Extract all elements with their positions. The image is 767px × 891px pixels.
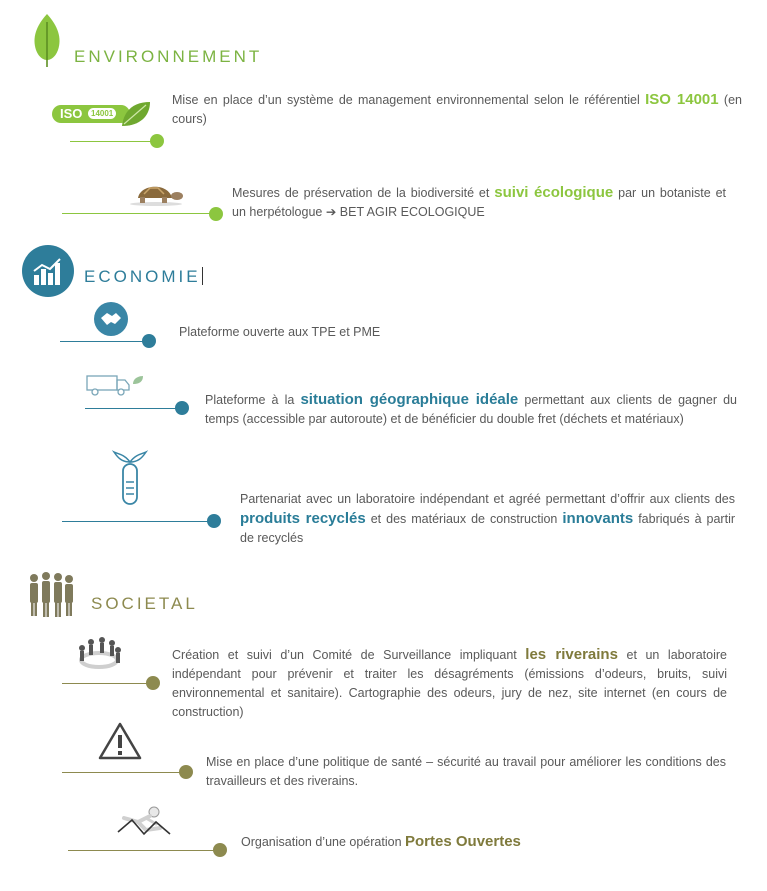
handshake-icon [94, 302, 128, 336]
connector-dot [146, 676, 160, 690]
people-group-icon [26, 570, 76, 618]
item-text: par un botaniste et un herpétologue ➔ BET AGIR ECOLOGIQUE [232, 186, 726, 219]
item-text: Organisation d’une opération [241, 835, 406, 849]
highlight-text: innovants [562, 510, 634, 527]
truck-icon [85, 372, 145, 398]
connector-line [62, 772, 184, 773]
highlight-text: produits recyclés [240, 510, 366, 527]
connector-dot [209, 207, 223, 221]
item-text: Mesures de préservation de la biodiversité et [232, 186, 495, 200]
connector-line [62, 521, 212, 522]
item-situation-geographique [205, 390, 737, 429]
item-iso-14001 [172, 90, 742, 129]
item-text: et un laboratoire indépendant pour prévenir et traiter les désagréments (émissions d’odeurs, bruits, suivi environnemental et sanitaire). Cartographie des odeurs, jury de nez, site internet (en cours de construction) [172, 648, 727, 719]
section-title-environnement: ENVIRONNEMENT [74, 47, 263, 66]
connector-line [62, 213, 217, 214]
item-biodiversite [232, 183, 726, 222]
text-cursor [202, 267, 203, 285]
connector-dot [150, 134, 164, 148]
iso-14001-badge [52, 100, 152, 128]
connector-dot [207, 514, 221, 528]
item-text: fabriqués à partir de recyclés [240, 512, 736, 545]
warning-icon [98, 722, 142, 760]
highlight-text: ISO 14001 [645, 91, 719, 108]
item-text: Création et suivi d’un Comité de Surveillance impliquant [172, 648, 526, 662]
section-title-societal: SOCIETAL [91, 594, 198, 613]
connector-dot [179, 765, 193, 779]
item-text: Mise en place d’un système de management environnemental selon le référentiel [172, 93, 646, 107]
item-portes-ouvertes [241, 832, 721, 852]
item-politique-sante: Mise en place d’une politique de santé – sécurité au travail pour améliorer les conditions des travailleurs et des riverains. [206, 755, 726, 788]
connector-dot [142, 334, 156, 348]
item-comite-surveillance [172, 645, 727, 722]
leaf-icon [30, 12, 64, 68]
connector-line [62, 683, 152, 684]
item-text: (en cours) [172, 93, 742, 126]
item-plateforme-ouverte: Plateforme ouverte aux TPE et PME [179, 325, 381, 339]
highlight-text: Portes Ouvertes [405, 833, 521, 850]
runner-icon [116, 804, 172, 838]
item-text: et des matériaux de construction [365, 512, 563, 526]
connector-line [85, 408, 181, 409]
leaf-icon [120, 100, 152, 128]
item-text: Plateforme à la [205, 393, 301, 407]
connector-dot [175, 401, 189, 415]
item-partenariat-laboratoire [240, 490, 735, 548]
connector-line [70, 141, 155, 142]
connector-line [60, 341, 150, 342]
highlight-text: situation géographique idéale [300, 391, 519, 408]
connector-dot [213, 843, 227, 857]
highlight-text: suivi écologique [494, 184, 614, 201]
iso-badge-number: 14001 [88, 108, 116, 119]
test-tube-icon [110, 448, 150, 508]
connector-line [68, 850, 218, 851]
community-circle-icon [76, 632, 122, 672]
section-title-text: ECONOMIE [84, 267, 201, 286]
item-text: permettant aux clients de gagner du temps (accessible par autoroute) et de bénéficier du double fret (déchets et matériaux) [205, 393, 738, 426]
item-text: Partenariat avec un laboratoire indépendant et agréé permettant d’offrir aux clients des [240, 492, 735, 506]
section-title-economie [84, 267, 203, 287]
iso-badge-text: ISO [60, 106, 83, 121]
highlight-text: les riverains [525, 646, 618, 663]
chart-icon [22, 245, 74, 297]
tortoise-icon [128, 176, 184, 206]
